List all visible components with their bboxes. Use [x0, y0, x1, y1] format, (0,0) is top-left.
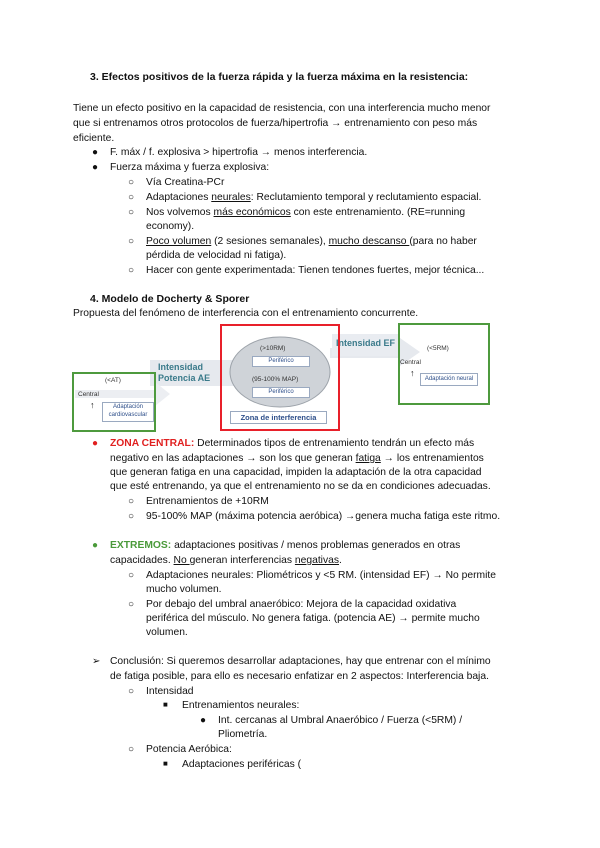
up-arrow-icon: ↑ — [410, 368, 415, 378]
docherty-sporer-diagram — [70, 320, 500, 430]
section3-bullet2: Fuerza máxima y fuerza explosiva: — [110, 162, 270, 173]
potencia-ae-label: Potencia AE — [158, 373, 211, 383]
conclusion-c2: Potencia Aeróbica: — [146, 744, 232, 755]
section4-heading: 4. Modelo de Docherty & Sporer — [90, 293, 250, 305]
section3-sub1: Vía Creatina-PCr — [146, 177, 225, 188]
circle-bullet-icon: ○ — [128, 207, 135, 218]
section3-sub4: Poco volumen (2 sesiones semanales), mucho descanso (para no haber — [146, 236, 477, 247]
extremos-sub2-line1: Por debajo del umbral anaeróbico: Mejora de la capacidad oxidativa — [146, 599, 457, 610]
circle-bullet-icon: ○ — [128, 744, 135, 755]
section3-sub3: Nos volvemos más económicos con este entrenamiento. (RE=running — [146, 207, 466, 218]
bullet-icon: ● — [92, 438, 99, 449]
zona-sub1: Entrenamientos de +10RM — [146, 496, 269, 507]
section3-sub2: Adaptaciones neurales: Reclutamiento temporal y reclutamiento espacial. — [146, 192, 482, 203]
extremos-sub2-line3: volumen. — [146, 627, 188, 638]
intensidad-label: Intensidad — [158, 362, 204, 372]
circle-bullet-icon: ○ — [128, 496, 135, 507]
circle-bullet-icon: ○ — [128, 192, 135, 203]
at-label: (<AT) — [105, 377, 121, 384]
circle-bullet-icon: ○ — [128, 177, 135, 188]
circle-bullet-icon: ○ — [128, 265, 135, 276]
square-bullet-icon: ■ — [163, 700, 168, 709]
zona-central-line4: que esté entrenando, ya que el entrenamiento no se da en condiciones adecuadas. — [110, 481, 491, 492]
section3-sub5: Hacer con gente experimentada: Tienen tendones fuertes, mejor técnica... — [146, 265, 485, 276]
bullet-icon: ● — [200, 715, 207, 726]
conclusion-line1: Conclusión: Si queremos desarrollar adaptaciones, hay que entrenar con el mínimo — [110, 656, 491, 667]
section3-sub3-line2: economy). — [146, 221, 195, 232]
bullet-icon: ● — [92, 147, 99, 158]
conclusion-c1a1-line1: Int. cercanas al Umbral Anaeróbico / Fuerza (<5RM) / — [218, 715, 463, 726]
periferico-chip-2: Periférico — [252, 387, 310, 398]
zona-interferencia-chip: Zona de interferencia — [230, 411, 327, 424]
circle-bullet-icon: ○ — [128, 570, 135, 581]
extremos-sub1-line1: Adaptaciones neurales: Pliométricos y <5 RM. (intensidad EF) → No permite — [146, 570, 496, 581]
conclusion-line2: de fatiga posible, para ello es necesario enfatizar en 2 aspectos: Interferencia baja. — [110, 671, 489, 682]
section3-para-line1: Tiene un efecto positivo en la capacidad de resistencia, con una interferencia mucho menor — [73, 103, 491, 114]
extremos-sub2-line2: periférica del músculo. No genera fatiga. (potencia AE) → permite mucho — [146, 613, 480, 624]
section3-bullet1: F. máx / f. explosiva > hipertrofia → menos interferencia. — [110, 147, 368, 158]
adapt-cardio-chip — [102, 402, 154, 422]
section3-para-line2: que si entrenamos otros protocolos de fuerza/hipertrofia → entrenamiento con peso más — [73, 118, 478, 129]
adapt-cardio-line2: cardiovascular — [108, 412, 148, 418]
extremos-sub1-line2: mucho volumen. — [146, 584, 222, 595]
map-label: (95-100% MAP) — [252, 376, 299, 383]
conclusion-c2a: Adaptaciones periféricas ( — [182, 759, 302, 770]
zona-central-line2: negativo en las adaptaciones → son los que generan fatiga → los entrenamientos — [110, 453, 484, 464]
circle-bullet-icon: ○ — [128, 599, 135, 610]
section4-intro: Propuesta del fenómeno de interferencia con el entrenamiento concurrente. — [73, 308, 419, 319]
zona-central-line1: ZONA CENTRAL: Determinados tipos de entrenamiento tendrán un efecto más — [110, 438, 475, 449]
extremos-line2: capacidades. No generan interferencias negativas. — [110, 555, 342, 566]
bullet-icon: ● — [92, 162, 99, 173]
central-red-box — [220, 324, 340, 431]
conclusion-c1: Intensidad — [146, 686, 194, 697]
square-bullet-icon: ■ — [163, 759, 168, 768]
gt10rm-label: (>10RM) — [260, 345, 286, 352]
circle-bullet-icon: ○ — [128, 686, 135, 697]
central-right-label: Central — [400, 359, 421, 366]
central-left-label: Central — [78, 391, 99, 398]
adapt-neural-chip: Adaptación neural — [420, 373, 478, 386]
periferico-chip-1: Periférico — [252, 356, 310, 367]
circle-bullet-icon: ○ — [128, 236, 135, 247]
intensidad-potencia-label — [158, 362, 210, 384]
zona-sub2: 95-100% MAP (máxima potencia aeróbica) →genera mucha fatiga este ritmo. — [146, 511, 501, 522]
zona-central-line3: que generan fatiga en una capacidad, impiden la adaptación de la otra capacidad — [110, 467, 482, 478]
circle-bullet-icon: ○ — [128, 511, 135, 522]
conclusion-c1a1-line2: Pliometría. — [218, 729, 268, 740]
up-arrow-icon: ↑ — [90, 400, 95, 410]
adapt-cardio-line1: Adaptación — [112, 404, 144, 410]
arrow-bullet-icon: ➢ — [92, 656, 101, 667]
conclusion-c1a: Entrenamientos neurales: — [182, 700, 300, 711]
bullet-icon: ● — [92, 540, 99, 551]
lt5rm-label: (<5RM) — [427, 345, 449, 352]
section3-para-line3: eficiente. — [73, 133, 115, 144]
intensidad-ef-label: Intensidad EF — [336, 338, 396, 348]
extremos-line1: EXTREMOS: adaptaciones positivas / menos problemas generados en otras — [110, 540, 461, 551]
section3-heading: 3. Efectos positivos de la fuerza rápida y la fuerza máxima en la resistencia: — [90, 71, 469, 83]
section3-sub4-line2: pérdida de velocidad ni fatiga). — [146, 250, 287, 261]
